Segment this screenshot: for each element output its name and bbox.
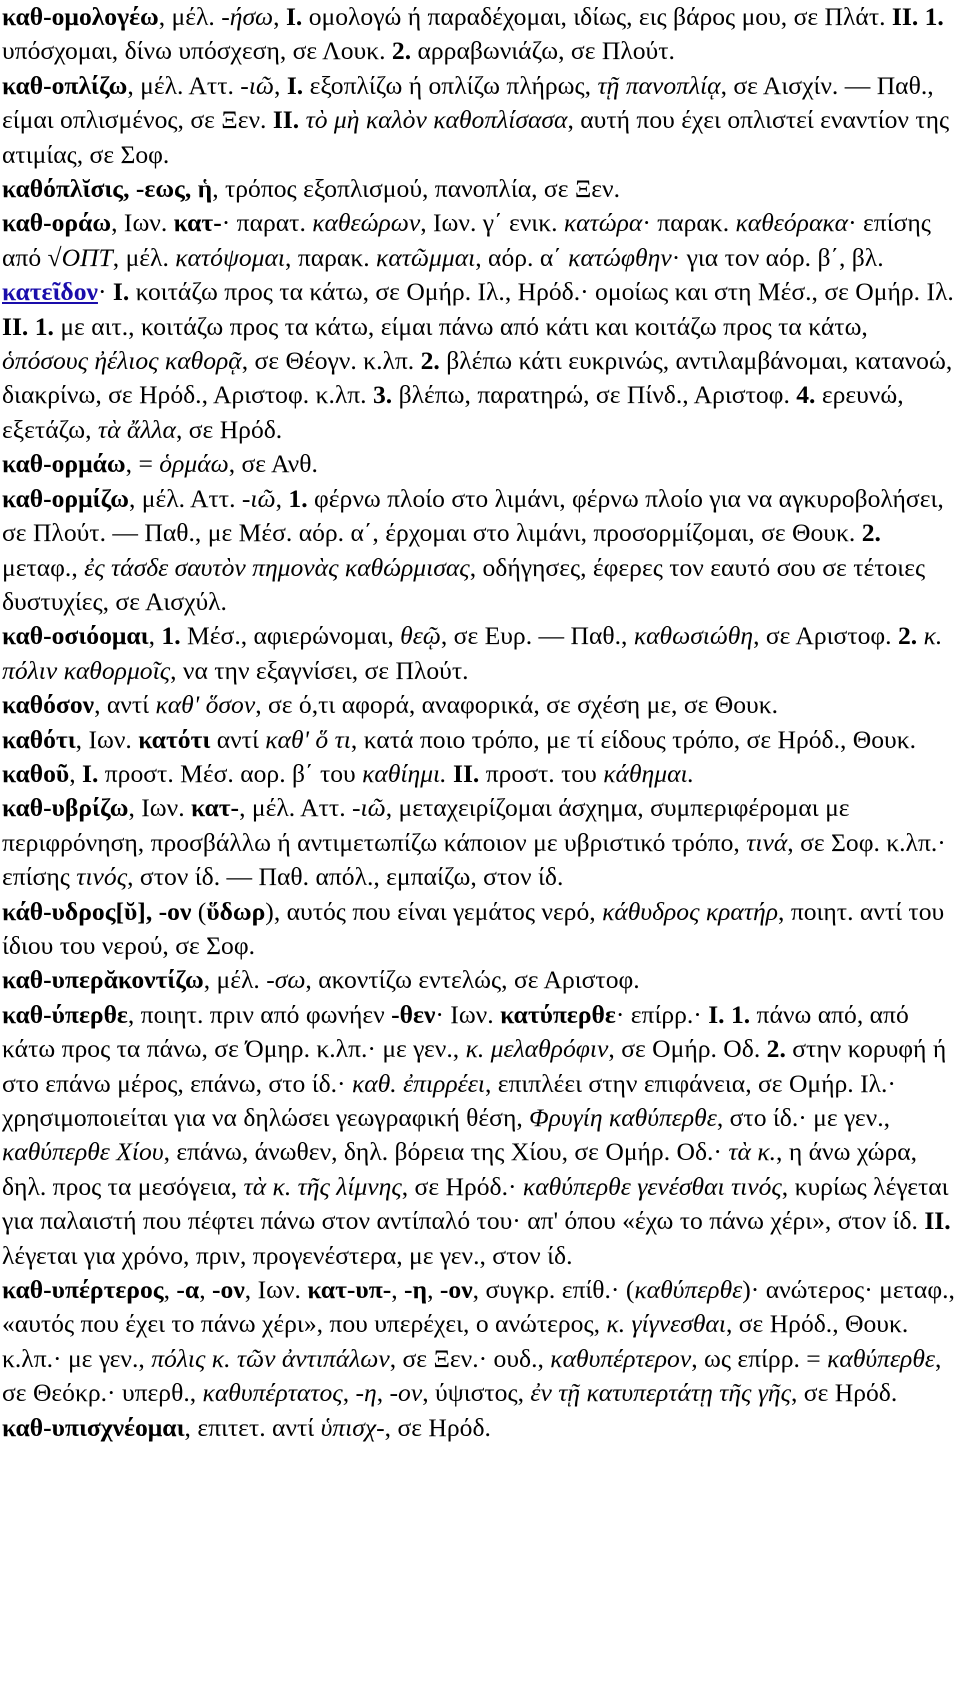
definition-text: , σε Ηρόδ. [790,1378,898,1408]
definition-text: · [97,277,113,307]
greek-citation: κ. πόλιν καθορμοῖς [2,621,943,685]
definition-text: , σε Αριστοφ. [753,621,898,651]
definition-text: , Ιων. γ΄ ενικ. [420,208,564,238]
definition-text: , Ιων. [111,208,174,238]
definition-text: , [391,1275,405,1305]
definition-text: , [275,483,289,513]
dictionary-entry-kath-osiooumai [2,619,958,688]
definition-text: , Ιων. [75,724,139,754]
definition-text: , σε Ηρόδ., Θουκ. κ.λπ.· με γεν., [2,1309,909,1373]
definition-text: · επίρρ.· [615,999,709,1029]
bold-marker: 3. [372,380,393,410]
bold-marker: -η [404,1275,428,1305]
headword: καθ-οπλίζω [2,70,128,100]
bold-marker: II. [272,105,300,135]
definition-text: υπόσχομαι, δίνω υπόσχεση, σε Λουκ. [2,36,392,66]
definition-text: μεταφ., [2,552,85,582]
definition-text: , σε Θέογν. κ.λπ. [241,346,421,376]
definition-text: , Ιων. [244,1275,308,1305]
dictionary-entry-kath-oplizo [2,69,958,172]
definition-text: βλέπω κάτι ευκρινώς, αντιλαμβάνομαι, κατανοώ, διακρίνω, σε Ηρόδ., Αριστοφ. κ.λπ. [2,346,953,410]
greek-citation: ἐν τῇ κατυπερτάτῃ τῆς γῆς [530,1378,791,1408]
headword: κάθ-υδρος[ῠ], -ον [2,896,192,926]
definition-text: κοιτάζω προς τα κάτω, σε Ομήρ. Ιλ., Ηρόδ.· ομοίως και στη Μέσ., σε Ομήρ. Ιλ. [129,277,954,307]
dictionary-entry-kathoson [2,688,958,722]
greek-citation: καθωσιώθη [633,621,754,651]
definition-text: , μέλ. [112,242,176,272]
bold-marker: I. 1. [708,999,751,1029]
greek-citation: καθυπέρτερον [550,1343,692,1373]
bold-marker: I. [285,2,303,31]
greek-citation: κάθυδρος κρατήρ [602,896,779,926]
bold-marker: II. [452,758,480,788]
headword: καθόσον [2,690,95,720]
definition-text: , αυτή που έχει οπλιστεί εναντίον της ατιμίας, σε Σοφ. [2,105,950,169]
bold-marker: II. 1. [891,2,944,31]
dictionary-entry-kathoplisis [2,172,958,206]
definition-text: , επάνω, άνωθεν, δηλ. βόρεια της Χίου, σε Ομήρ. Οδ.· [163,1137,729,1167]
definition-text: , [163,1275,177,1305]
bold-marker: 1. [288,483,308,513]
bold-marker: κατ-υπ- [307,1275,392,1305]
bold-marker: I. [286,70,304,100]
greek-citation: κατῶμμαι [376,242,476,272]
headword: καθότι [2,724,76,754]
definition-text: , [342,1378,356,1408]
definition-text: , [148,621,162,651]
definition-text: ομολογώ ή παραδέχομαι, ιδίως, εις βάρος μου, σε Πλάτ. [302,2,892,31]
headword: καθ-υπισχνέομαι [2,1412,185,1442]
greek-citation: καθ. ἐπιρρέει [351,1068,485,1098]
greek-citation: ὑπισχ- [320,1412,385,1442]
greek-citation: τινός [76,862,128,892]
definition-text: · παρατ. [221,208,313,238]
definition-text: πάνω από, από κάτω προς τα πάνω, σε Όμηρ. κ.λπ.· με γεν., [2,999,909,1064]
definition-text: λέγεται για χρόνο, πριν, προγενέστερα, με γεν., στον ίδ. [2,1240,573,1270]
greek-citation: -ιῶ [352,793,386,823]
bold-marker: -α [176,1275,200,1305]
bold-marker: κατ- [191,793,240,823]
definition-text: , [376,1378,390,1408]
dictionary-entry-kath-omologeo [2,0,958,69]
greek-citation: ὁρμάω [159,449,229,479]
definition-text: , στο ίδ.· με γεν., [716,1103,891,1132]
bold-marker: 2. [420,346,440,376]
bold-marker: -θεν [391,999,436,1029]
definition-text: , μέλ. Αττ. [239,793,352,823]
dictionary-entry-kath-ormizo [2,482,958,620]
greek-citation: τὰ κ. [728,1137,777,1167]
definition-text: · για τον αόρ. β΄, βλ. [671,242,884,272]
definition-text: ), αυτός που είναι γεμάτος νερό, [265,896,603,926]
greek-citation: τὰ κ. τῆς λίμνης [243,1171,402,1201]
definition-text: αρραβωνιάζω, σε Πλούτ. [411,36,675,66]
definition-text: , [69,758,82,788]
headword: καθ-ύπερθε [2,999,128,1029]
definition-text: , σε Θεόκρ.· υπερθ., [2,1343,942,1408]
greek-citation: καθύπερθε [827,1343,935,1373]
definition-text: , μέλ. [203,965,267,995]
bold-marker: 1. [161,621,181,651]
greek-citation: πόλις κ. τῶν ἀντιπάλων [151,1343,390,1373]
greek-citation: καθεώρων [312,208,421,238]
definition-text: φέρνω πλοίο στο λιμάνι, φέρνω πλοίο για να αγκυροβολήσει, σε Πλούτ. — Παθ., με Μέσ. αόρ. α΄, έρχομαι στο λιμάνι, προσορμίζομαι, σε Θουκ. [2,483,944,548]
definition-text: , σε Ηρόδ. [175,414,283,444]
definition-text: , σε Σοφ. κ.λπ.· επίσης [2,827,946,892]
definition-text: , σε Ξεν.· ουδ., [389,1343,551,1373]
greek-citation: -ιῶ [240,70,275,100]
definition-text: , μέλ. Αττ. [128,483,242,513]
headword: καθόπλῐσις, -εως, ἡ [2,174,213,204]
definition-text: , κυρίως λέγεται για παλαιστή που πέφτει πάνω στον αντίπαλό του· απ' όπου «έχω το πάνω χέρι», στον ίδ. [2,1171,949,1236]
definition-text: προστ. Μέσ. αορ. β΄ του [98,758,363,788]
greek-citation: τῇ πανοπλίᾳ [597,70,721,100]
greek-citation: ὁπόσους ἠέλιος καθορᾷ [2,346,242,376]
headword: καθ-υπερᾰκοντίζω [2,965,204,995]
greek-citation: κάθημαι. [603,758,695,788]
greek-citation: κατώφθην [568,242,672,272]
greek-citation: -η [355,1378,377,1408]
definition-text: , η άνω χώρα, δηλ. προς τα μεσόγεια, [2,1137,918,1201]
definition-text: , σε Αισχίν. — Παθ., είμαι οπλισμένος, σε Ξεν. [2,70,934,135]
headword: καθ-οράω [2,208,112,238]
definition-text: , σε Ευρ. — Παθ., [440,621,634,651]
definition-text: , [199,1275,213,1305]
definition-text: , [273,2,286,31]
greek-citation: κ. γίγνεσθαι [606,1309,726,1339]
definition-text: , σε Ηρόδ. [384,1412,491,1442]
definition-text: , σε Ανθ. [228,449,318,479]
greek-citation: καθ' ὅ τι [265,724,351,754]
headword: καθ-ορμίζω [2,483,129,513]
definition-text: , ύψιστος, [422,1378,531,1408]
definition-text: Μέσ., αφιερώνομαι, [180,621,401,651]
greek-citation: καθυπέρτατος [202,1378,343,1408]
dictionary-entry-kathou [2,757,958,791]
greek-citation: τὰ ἄλλα [97,414,176,444]
definition-text: , τρόπος εξοπλισμού, πανοπλία, σε Ξεν. [212,174,621,204]
headword: καθ-υβρίζω [2,793,129,823]
bold-marker: κατ- [173,208,222,238]
definition-text: · Ιων. [435,999,501,1029]
definition-text: στην κορυφή ή στο επάνω μέρος, επάνω, στο ίδ.· [2,1034,947,1098]
greek-citation: καθίημι. [362,758,447,788]
greek-citation: ἐς τάσδε σαυτὸν πημονὰς καθώρμισας [84,552,470,582]
bold-marker: I. [82,758,99,788]
greek-citation: -ον [389,1378,423,1408]
definition-text: προστ. του [479,758,604,788]
greek-citation: καθ' ὅσον [155,690,256,720]
bold-marker: I. [112,277,130,307]
headword: καθ-ορμάω [2,449,126,479]
definition-text: , ακοντίζω εντελώς, σε Αριστοφ. [305,965,640,995]
definition-text: ( [191,896,207,926]
greek-citation: τὸ μὴ καλὸν καθοπλίσασα [305,105,568,135]
greek-citation: -ιῶ [241,483,276,513]
definition-text: , μέλ. [158,2,222,31]
headword: καθ-υπέρτερος [2,1275,164,1305]
greek-citation: Φρυγίη καθύπερθε [529,1103,717,1132]
dictionary-entry-kathoti [2,723,958,757]
greek-citation: καθύπερθε Χίου [2,1137,164,1167]
definition-text: , να την εξαγνίσει, σε Πλούτ. [170,655,469,685]
dictionary-entry-kath-orao [2,206,958,447]
definition-text: , = [125,449,160,479]
greek-citation: ΟΠΤ [61,242,113,272]
bold-marker: II. 1. [2,311,54,341]
headword: καθοῦ [2,758,70,788]
definition-text: , μεταχειρίζομαι άσχημα, συμπεριφέρομαι με περιφρόνηση, προσβάλλω ή αντιμετωπίζω κάποιον με υβριστικό τρόπο, [2,793,850,857]
definition-text: , οδήγησες, έφερες τον εαυτό σου σε τέτοιες δυστυχίες, σε Αισχύλ. [2,552,926,616]
bold-marker: 2. [897,621,918,651]
greek-citation: καθύπερθε γενέσθαι τινός [522,1171,782,1201]
definition-text: , ποιητ. αντί του ίδιου του νερού, σε Σοφ. [2,896,945,960]
definition-text: , ως επίρρ. = [691,1343,828,1373]
definition-text: με αιτ., κοιτάζω προς τα κάτω, είμαι πάνω από κάτι και κοιτάζω προς τα κάτω, [53,311,868,341]
definition-text: )· ανώτερος· μεταφ., «αυτός που έχει το πάνω χέρι», που υπερέχει, ο ανώτερος, [2,1275,955,1339]
greek-citation: τινά [746,827,788,857]
bold-marker: II. [924,1206,951,1236]
dictionary-entry-kath-yperakontizo [2,963,958,997]
greek-citation: κατόψομαι [175,242,286,272]
greek-citation: -σω [266,965,306,995]
definition-text: , αόρ. α΄ [475,242,569,272]
definition-text: , σε ό,τι αφορά, αναφορικά, σε σχέση με, σε Θουκ. [255,690,779,720]
greek-citation: κατώρα [563,208,643,238]
bold-marker: 2. [766,1034,786,1064]
dictionary-entry-kath-yperthe [2,998,958,1273]
greek-citation: καθύπερθε [634,1275,743,1305]
definition-text: , [274,70,287,100]
definition-text: , [427,1275,440,1305]
dictionary-entry-kath-ypertero [2,1273,958,1411]
bold-marker: -ον [212,1275,245,1305]
definition-text: , επιπλέει στην επιφάνεια, σε Ομήρ. Ιλ.· χρησιμοποιείται για να δηλώσει γεωγραφική θέση, [2,1068,896,1132]
definition-text: , αντί [94,690,156,720]
definition-text: , ποιητ. πριν από φωνήεν [127,999,392,1029]
greek-citation: -ήσω [221,2,274,31]
bold-marker: 2. [861,518,881,548]
bold-marker: κατύπερθε [500,999,616,1029]
bold-marker: 4. [796,380,816,410]
dictionary-entry-kath-yposchneomai [2,1411,958,1445]
definition-text: · επίσης από √ [2,208,931,272]
bold-marker: 2. [391,36,412,66]
definition-text: , κατά ποιο τρόπο, με τί είδους τρόπο, σε Ηρόδ., Θουκ. [350,724,917,754]
definition-text: · παρακ. [642,208,736,238]
definition-text: , συγκρ. επίθ.· ( [472,1275,635,1305]
definition-text: , σε Ηρόδ.· [401,1171,523,1201]
definition-text: , Ιων. [128,793,191,823]
bold-marker: -ον [439,1275,473,1305]
dictionary-entry-kath-ybrizo [2,791,958,894]
bold-marker: ὕδωρ [206,896,266,926]
definition-text: , μέλ. Αττ. [127,70,241,100]
greek-citation: κ. μελαθρόφιν [465,1034,609,1064]
dictionary-entry-kath-ydros [2,895,958,964]
definition-text: ερευνώ, εξετάζω, [2,380,904,444]
definition-text: βλέπω, παρατηρώ, σε Πίνδ., Αριστοφ. [392,380,797,410]
bold-marker: κατότι [138,724,211,754]
greek-citation: θεῷ [400,621,441,651]
definition-text: , παρακ. [285,242,377,272]
headword: καθ-οσιόομαι [2,621,149,651]
headword: καθ-ομολογέω [2,2,159,31]
greek-citation: καθεόρακα [735,208,849,238]
definition-text: , σε Ομήρ. Οδ. [608,1034,767,1064]
cross-reference-link[interactable]: κατεῖδον [2,277,98,307]
definition-text: , στον ίδ. — Παθ. απόλ., εμπαίζω, στον ίδ. [127,862,564,892]
definition-text: , επιτετ. αντί [184,1412,321,1442]
dictionary-entry-kath-ormao [2,447,958,481]
definition-text: εξοπλίζω ή οπλίζω πλήρως, [303,70,598,100]
definition-text: αντί [210,724,266,754]
